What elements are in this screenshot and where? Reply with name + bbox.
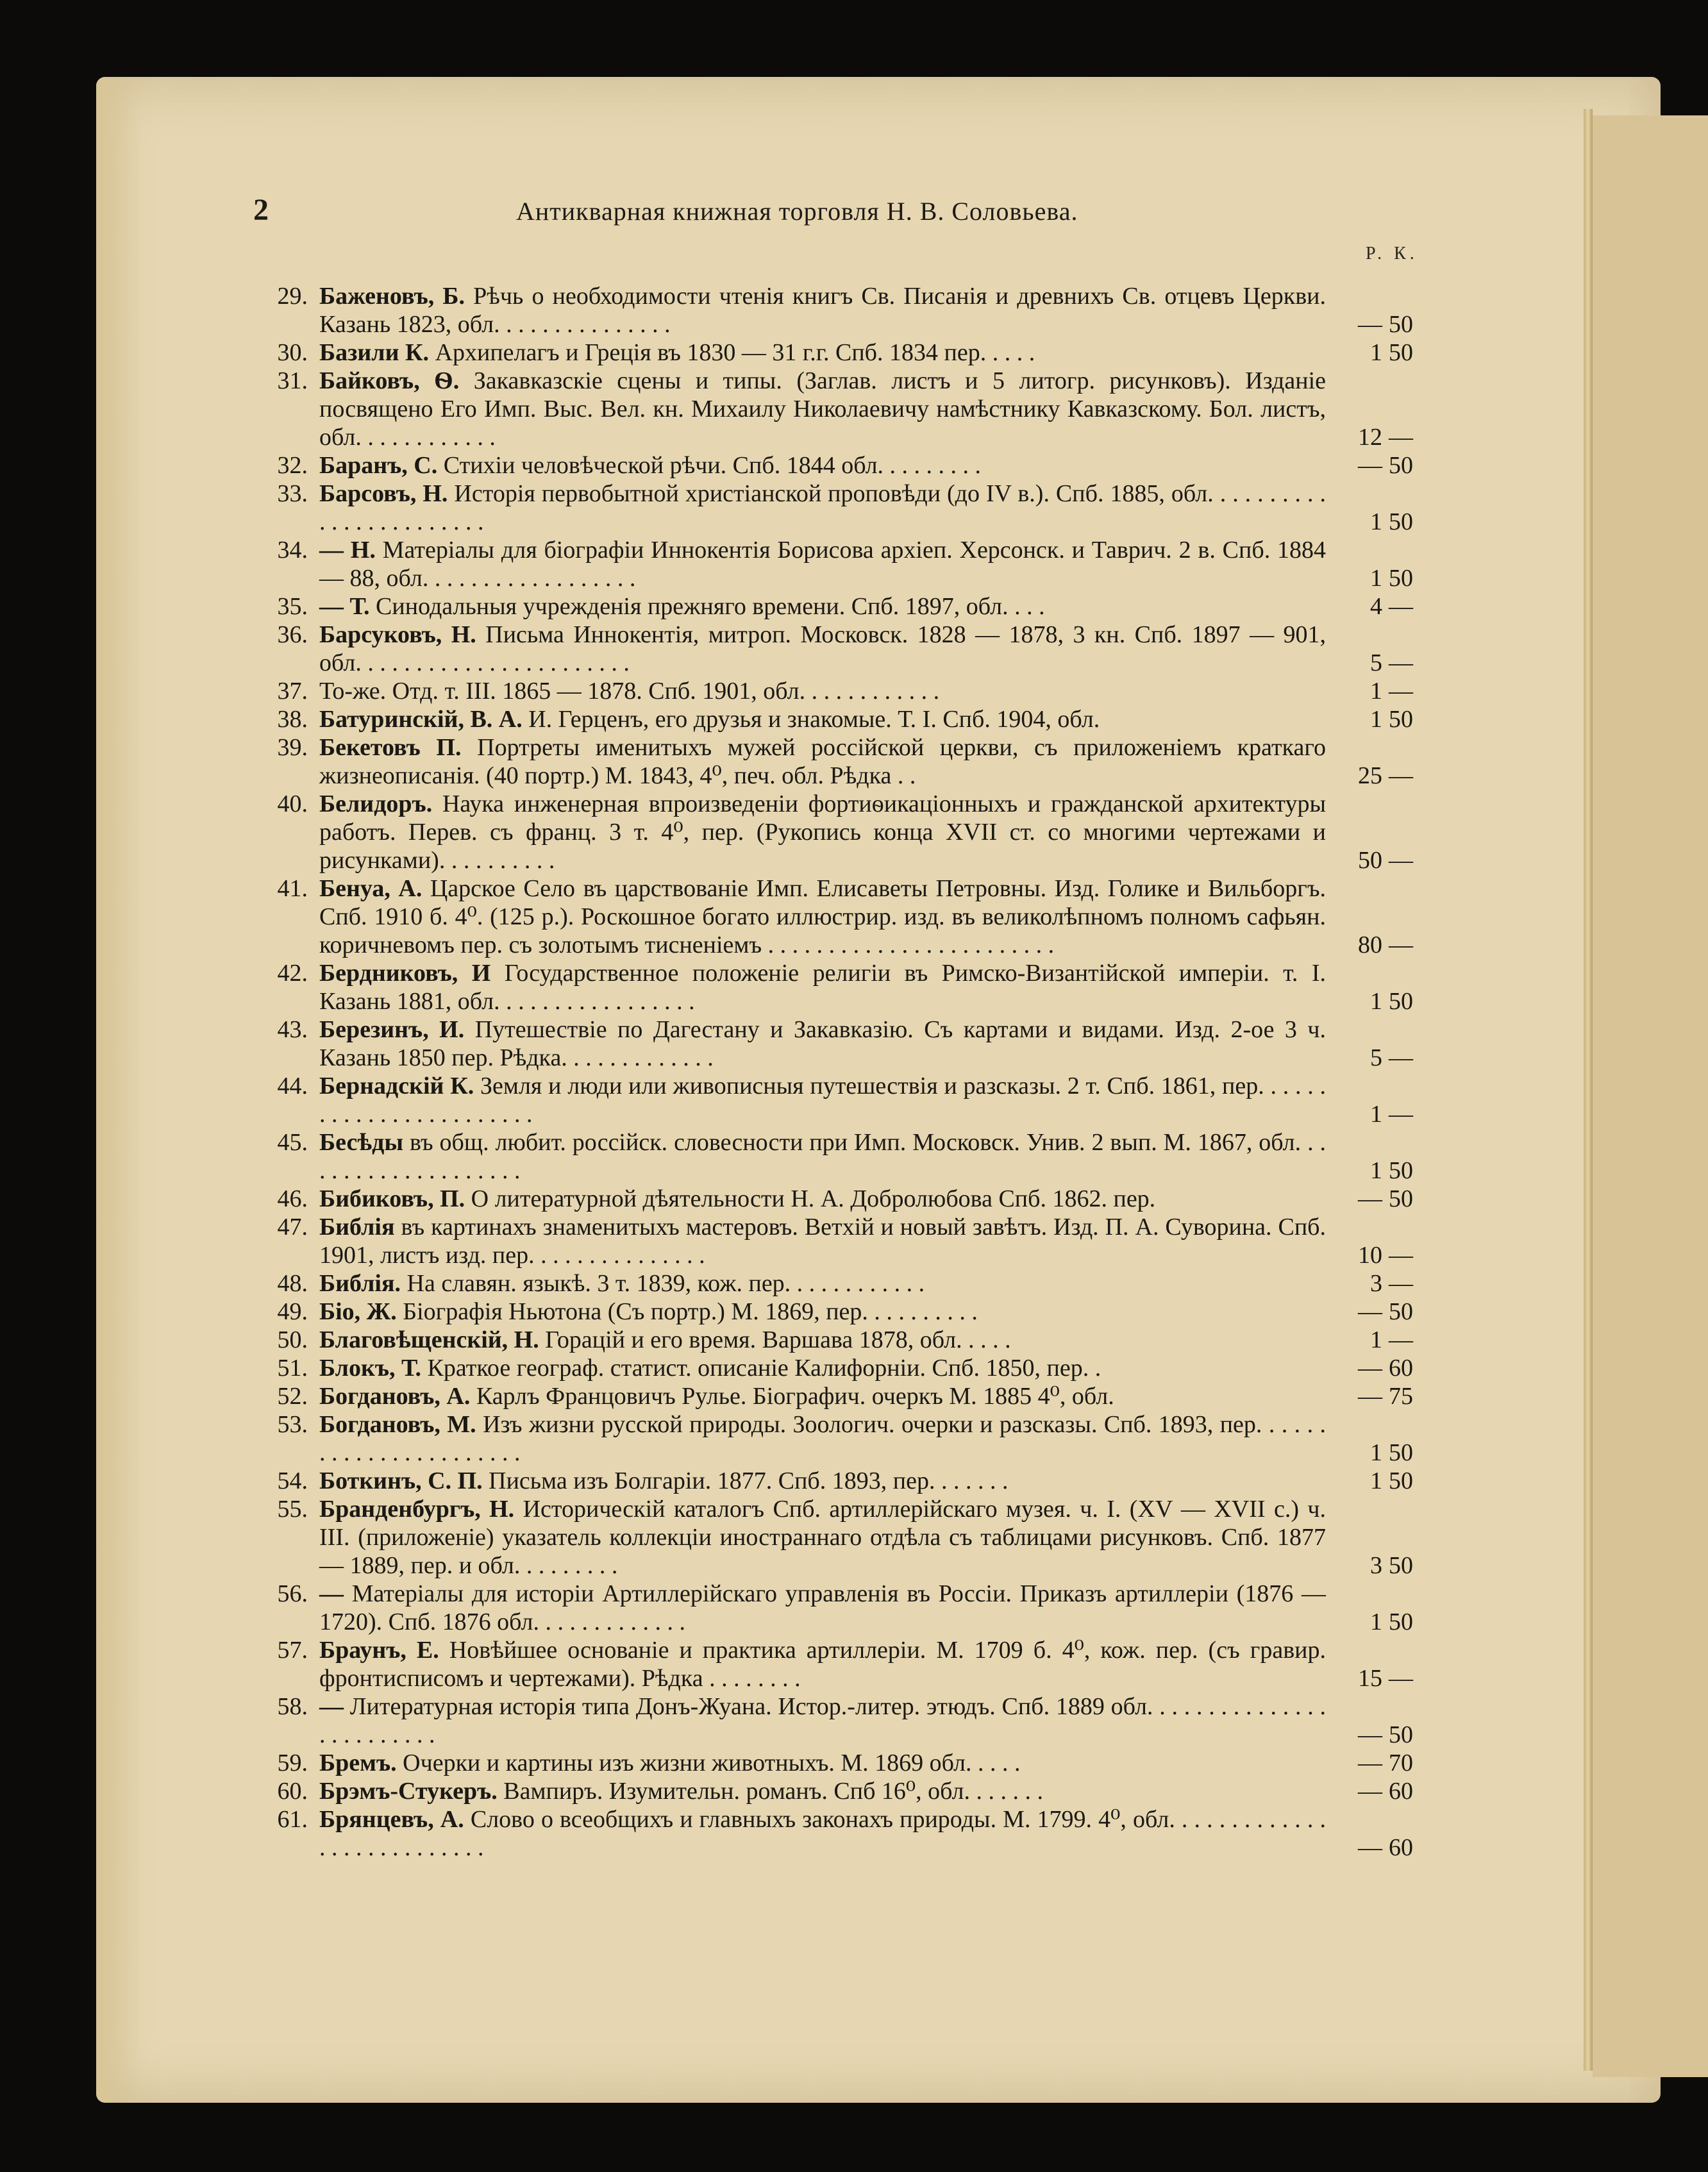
entry-author: — [319,1693,344,1720]
price-kopecks: — [1389,762,1413,789]
price-kopecks: 50 [1389,706,1413,733]
price-kopecks: — [1389,678,1413,705]
entry-text: Земля и люди или живописныя путешествія и разсказы. 2 т. Спб. 1861, пер. . . . . . . . . . . . . . . . . . . . . . . . [319,1073,1326,1128]
price-rubles: 15 [1358,1665,1382,1692]
entry-description [319,1072,1326,1128]
price-kopecks: 50 [1389,1157,1413,1184]
entry-author: — [319,1580,344,1607]
price-rubles: 1 [1370,988,1382,1015]
entry-number: 49. [277,1298,308,1325]
entry-text: Изъ жизни русской природы. Зоологич. очерки и разсказы. Спб. 1893, пер. . . . . . . . . . . . . . . . . . . . . . . [319,1411,1326,1466]
entry-description [319,1777,1326,1805]
catalog-entry [263,621,1443,677]
entry-description [319,1326,1326,1354]
entry-number: 35. [277,593,308,620]
page-number: 2 [253,193,269,227]
entry-number: 48. [277,1270,308,1297]
catalog-entry [263,1128,1443,1185]
entry-description [319,1128,1326,1185]
price-kopecks: 70 [1389,1750,1413,1776]
price-kopecks: 60 [1389,1778,1413,1805]
catalog-entry [263,1749,1443,1777]
entry-number: 37. [277,678,308,705]
entry-description [319,1382,1326,1410]
catalog-entry [263,1185,1443,1213]
price-kopecks: — [1389,1326,1413,1353]
entry-description [319,1805,1326,1862]
entry-text: Архипелагъ и Греція въ 1830 — 31 г.г. Спб. 1834 пер. . . . . [435,339,1035,366]
price-rubles: 4 [1370,593,1382,620]
price-rubles: — [1358,452,1382,479]
entry-author: Блокъ, Т. [319,1355,422,1382]
entry-description [319,1269,1326,1298]
entry-text: въ картинахъ знаменитыхъ мастеровъ. Ветхій и новый завѣтъ. Изд. П. А. Суворина. Спб. 1901, листъ изд. пер. . . . . . . . . . . . . . . [319,1214,1327,1269]
entry-text: То-же. Отд. т. III. 1865 — 1878. Спб. 1901, обл. . . . . . . . . . . . [319,678,940,705]
entry-author: Браунъ, Е. [319,1637,439,1664]
price-rubles: 1 [1370,678,1382,705]
entry-author: Библія [319,1214,395,1241]
entry-number: 45. [277,1129,308,1156]
entry-text: Матеріалы для исторіи Артиллерійскаго управленія въ Россіи. Приказъ артиллеріи (1876 — 1720). Спб. 1876 обл. . . . . . . . . . . . . [319,1580,1327,1635]
entry-author: — Н. [319,537,376,564]
entry-description [319,592,1326,621]
price-kopecks: 50 [1389,508,1413,535]
entry-number: 40. [277,790,308,817]
entry-number: 61. [277,1806,308,1833]
entry-text: О литературной дѣятельности Н. А. Добролюбова Спб. 1862. пер. [471,1185,1156,1212]
entry-author: Бранденбургъ, Н. [319,1496,515,1523]
price-kopecks: 50 [1389,565,1413,592]
entry-description [319,621,1326,677]
catalog-entry [263,1072,1443,1128]
price-kopecks: 50 [1389,1298,1413,1325]
entry-text: И. Герценъ, его друзья и знакомые. Т. I. Спб. 1904, обл. [528,706,1100,733]
entry-text: На славян. языкѣ. 3 т. 1839, кож. пер. . . . . . . . . . . . [406,1270,925,1297]
entry-author: Батуринскій, В. А. [319,706,523,733]
price-rubles: 5 [1370,649,1382,676]
catalog-entry [263,1382,1443,1410]
entry-number: 51. [277,1355,308,1382]
entry-number: 41. [277,875,308,902]
entry-description [319,1354,1326,1382]
price-kopecks: — [1389,1270,1413,1297]
entry-number: 59. [277,1750,308,1776]
price-rubles: — [1358,1355,1382,1382]
price-rubles: 1 [1370,1101,1382,1128]
entry-description [319,1298,1326,1326]
entry-author: Байковъ, Ѳ. [319,367,460,394]
entry-description [319,1467,1326,1495]
price-kopecks: — [1389,593,1413,620]
entry-author: Березинъ, И. [319,1016,465,1043]
price-rubles: — [1358,311,1382,338]
price-column-header: Р. К. [1366,244,1418,263]
catalog-entry [263,1326,1443,1354]
entry-author: Бенуа, А. [319,875,423,902]
catalog-entry [263,677,1443,705]
price-kopecks: 75 [1389,1383,1413,1410]
price-rubles: 5 [1370,1044,1382,1071]
entry-author: Богдановъ, А. [319,1383,471,1410]
entry-author: Бремъ. [319,1750,397,1776]
entry-text: Письма Иннокентія, митроп. Московск. 1828 — 1878, 3 кн. Спб. 1897 — 901, обл. . . . . . . . . . . . . . . . . . . . . . . [319,621,1327,676]
entry-number: 54. [277,1467,308,1494]
catalog-entries [263,282,1443,1862]
entry-number: 42. [277,960,308,987]
entry-number: 43. [277,1016,308,1043]
catalog-entry [263,536,1443,592]
entry-number: 52. [277,1383,308,1410]
price-rubles: 1 [1370,1157,1382,1184]
entry-author: — Т. [319,593,370,620]
catalog-entry [263,959,1443,1015]
entry-number: 39. [277,734,308,761]
entry-number: 50. [277,1326,308,1353]
entry-text: Историческій каталогъ Спб. артиллерійскаго музея. ч. I. (XV — XVII с.) ч. III. (приложеніе) указатель коллекціи иностраннаго отдѣла съ таблицами рисунковъ. Спб. 1877 — 1889, пер. и обл. . . . . . . . . [319,1496,1327,1579]
entry-description [319,790,1326,874]
price-rubles: 3 [1370,1270,1382,1297]
price-kopecks: — [1389,424,1413,451]
entry-number: 57. [277,1637,308,1664]
catalog-entry [263,1213,1443,1269]
entry-text: Горацій и его время. Варшава 1878, обл. . . . . [545,1326,1011,1353]
entry-number: 36. [277,621,308,648]
entry-text: Закавказскіе сцены и типы. (Заглав. листъ и 5 литогр. рисунковъ). Изданіе посвящено Его Имп. Выс. Вел. кн. Михаилу Николаевичу намѣстнику Кавказскому. Бол. листъ, обл. . . . . . . . . . . . [319,367,1326,451]
entry-text: Наука инженерная впроизведеніи фортиѳикаціонныхъ и гражданской архитектуры работъ. Перев. съ франц. 3 т. 4⁰, пер. (Рукопись конца XVII ст. со многими чертежами и рисунками). . . . . . . . . . [319,790,1327,874]
catalog-entry [263,1636,1443,1692]
entry-text: Новѣйшее основаніе и практика артиллеріи. М. 1709 б. 4⁰, кож. пер. (съ гравир. фронтисписомъ и чертежами). Рѣдка . . . . . . . . [319,1637,1326,1692]
entry-author: Барсовъ, Н. [319,480,448,507]
entry-number: 44. [277,1073,308,1099]
entry-author: Богдановъ, М. [319,1411,476,1438]
entry-text: Царское Село въ царствованіе Имп. Елисаветы Петровны. Изд. Голике и Вильборгъ. Спб. 1910 б. 4⁰. (125 р.). Роскошное богато иллюстрир. изд. въ великолѣпномъ полномъ сафьян. коричневомъ пер. съ золотымъ тисненіемъ . . . . . . . . . . . . . . . . . . . . . . . . [319,875,1326,958]
entry-description [319,959,1326,1015]
entry-text: Путешествіе по Дагестану и Закавказію. Съ картами и видами. Изд. 2-ое 3 ч. Казань 1850 пер. Рѣдка. . . . . . . . . . . . . [319,1016,1327,1071]
catalog-entry [263,874,1443,959]
entry-description [319,1636,1326,1692]
price-kopecks: 50 [1389,339,1413,366]
running-title: Антикварная книжная торговля Н. В. Соловьева. [516,197,1078,226]
entry-description [319,1185,1326,1213]
price-rubles: 10 [1358,1242,1382,1269]
entry-number: 33. [277,480,308,507]
book-spine [1584,109,1593,2071]
catalog-entry [263,592,1443,621]
entry-description [319,1213,1326,1269]
entry-number: 56. [277,1580,308,1607]
price-kopecks: 50 [1389,988,1413,1015]
price-kopecks: — [1389,1101,1413,1128]
price-rubles: 1 [1370,508,1382,535]
price-rubles: 12 [1358,424,1382,451]
price-rubles: 1 [1370,1439,1382,1466]
page-edge [96,77,141,2103]
entry-text: Слово о всеобщихъ и главныхъ законахъ природы. М. 1799. 4⁰, обл. . . . . . . . . . . . . . . . . . . . . . . . . . . [319,1806,1326,1861]
catalog-entry [263,1805,1443,1862]
price-kopecks: 50 [1389,1185,1413,1212]
entry-text: въ общ. любит. россійск. словесности при Имп. Московск. Унив. 2 вып. М. 1867, обл. . . . . . . . . . . . . . . . . . . . [319,1129,1327,1184]
catalog-entry [263,733,1443,790]
entry-description [319,338,1326,367]
entry-text: Краткое географ. статист. описаніе Калифорніи. Спб. 1850, пер. . [427,1355,1101,1382]
entry-description [319,874,1326,959]
price-kopecks: 60 [1389,1355,1413,1382]
price-kopecks: 50 [1389,1552,1413,1579]
entry-description [319,1580,1326,1636]
entry-author: Белидоръ. [319,790,433,817]
price-rubles: 1 [1370,1326,1382,1353]
entry-description [319,1749,1326,1777]
entry-description [319,1410,1326,1467]
entry-description [319,1015,1326,1072]
catalog-entry [263,1580,1443,1636]
price-kopecks: 50 [1389,1467,1413,1494]
catalog-entry [263,1692,1443,1749]
entry-description [319,480,1326,536]
price-kopecks: — [1389,649,1413,676]
entry-author: Базили К. [319,339,430,366]
entry-description [319,536,1326,592]
entry-number: 46. [277,1185,308,1212]
price-kopecks: — [1389,1242,1413,1269]
next-page-edge [1593,115,1708,2077]
catalog-entry [263,1777,1443,1805]
price-kopecks: 60 [1389,1834,1413,1861]
entry-text: Очерки и картины изъ жизни животныхъ. М. 1869 обл. . . . . [403,1750,1021,1776]
entry-number: 55. [277,1496,308,1523]
price-rubles: 80 [1358,931,1382,958]
price-kopecks: 50 [1389,1721,1413,1748]
entry-number: 47. [277,1214,308,1241]
price-rubles: — [1358,1750,1382,1776]
entry-text: Вампиръ. Изумительн. романъ. Спб 16⁰, обл. . . . . . . [503,1778,1043,1805]
catalog-entry [263,1354,1443,1382]
price-rubles: — [1358,1834,1382,1861]
price-rubles: — [1358,1721,1382,1748]
entry-text: Карлъ Францовичъ Рулье. Біографич. очеркъ М. 1885 4⁰, обл. [476,1383,1114,1410]
entry-text: Письма изъ Болгаріи. 1877. Спб. 1893, пер. . . . . . . [489,1467,1009,1494]
entry-text: Литературная исторія типа Донъ-Жуана. Истор.-литер. этюдъ. Спб. 1889 обл. . . . . . . . . . . . . . . . . . . . . . . . . [319,1693,1327,1748]
entry-author: Бернадскій К. [319,1073,474,1099]
price-rubles: 1 [1370,565,1382,592]
entry-text: Синодальныя учрежденія прежняго времени. Спб. 1897, обл. . . . [376,593,1045,620]
catalog-entry [263,282,1443,338]
catalog-entry [263,705,1443,733]
entry-author: Бердниковъ, И [319,960,491,987]
entry-text: Біографія Ньютона (Съ портр.) М. 1869, пер. . . . . . . . . . [403,1298,978,1325]
catalog-entry [263,338,1443,367]
price-kopecks: 50 [1389,311,1413,338]
entry-author: Бибиковъ, П. [319,1185,465,1212]
entry-author: Брянцевъ, А. [319,1806,464,1833]
catalog-entry [263,790,1443,874]
catalog-entry [263,480,1443,536]
catalog-entry [263,1467,1443,1495]
entry-number: 29. [277,283,308,310]
price-kopecks: — [1389,847,1413,874]
catalog-entry [263,1410,1443,1467]
catalog-entry [263,451,1443,480]
entry-author: Біо, Ж. [319,1298,397,1325]
entry-author: Боткинъ, С. П. [319,1467,483,1494]
price-rubles: 1 [1370,1608,1382,1635]
price-rubles: 3 [1370,1552,1382,1579]
price-rubles: 1 [1370,706,1382,733]
entry-text: Исторія первобытной христіанской проповѣди (до IV в.). Спб. 1885, обл. . . . . . . . . . . . . . . . . . . . . . . . [319,480,1327,535]
entry-number: 38. [277,706,308,733]
price-kopecks: 50 [1389,1608,1413,1635]
entry-description [319,367,1326,451]
entry-number: 32. [277,452,308,479]
entry-text: Рѣчь о необходимости чтенія книгъ Св. Писанія и древнихъ Св. отцевъ Церкви. Казань 1823, обл. . . . . . . . . . . . . . . [319,283,1326,338]
price-rubles: — [1358,1185,1382,1212]
price-kopecks: 50 [1389,1439,1413,1466]
entry-number: 60. [277,1778,308,1805]
entry-author: Барсуковъ, Н. [319,621,476,648]
entry-author: Баженовъ, Б. [319,283,465,310]
price-kopecks: — [1389,931,1413,958]
entry-text: Матеріалы для біографіи Иннокентія Борисова архіеп. Херсонск. и Таврич. 2 в. Спб. 1884 — 88, обл. . . . . . . . . . . . . . . . . . [319,537,1326,592]
price-kopecks: 50 [1389,452,1413,479]
entry-number: 53. [277,1411,308,1438]
entry-description [319,1495,1326,1580]
entry-description [319,677,1326,705]
price-rubles: 50 [1358,847,1382,874]
price-rubles: 25 [1358,762,1382,789]
catalog-entry [263,1015,1443,1072]
entry-description [319,451,1326,480]
price-rubles: 1 [1370,339,1382,366]
price-rubles: — [1358,1298,1382,1325]
price-kopecks: — [1389,1665,1413,1692]
entry-text: Государственное положеніе религіи въ Римско-Византійской имперіи. т. I. Казань 1881, обл. . . . . . . . . . . . . . . . . [319,960,1326,1015]
entry-text: Портреты именитыхъ мужей россійской церкви, съ приложеніемъ краткаго жизнеописанія. (40 портр.) М. 1843, 4⁰, печ. обл. Рѣдка . . [319,734,1326,789]
catalog-entry [263,367,1443,451]
entry-author: Благовѣщенскій, Н. [319,1326,539,1353]
entry-author: Бекетовъ П. [319,734,462,761]
price-rubles: 1 [1370,1467,1382,1494]
catalog-entry [263,1269,1443,1298]
entry-description [319,733,1326,790]
entry-text: Стихіи человѣческой рѣчи. Спб. 1844 обл. . . . . . . . . [443,452,982,479]
entry-author: Баранъ, С. [319,452,438,479]
entry-description [319,282,1326,338]
entry-number: 34. [277,537,308,564]
entry-number: 58. [277,1693,308,1720]
entry-description [319,705,1326,733]
price-rubles: — [1358,1383,1382,1410]
page-header [253,192,1414,237]
entry-description [319,1692,1326,1749]
entry-number: 31. [277,367,308,394]
price-kopecks: — [1389,1044,1413,1071]
entry-author: Библія. [319,1270,401,1297]
entry-author: Брэмъ-Стукеръ. [319,1778,498,1805]
price-rubles: — [1358,1778,1382,1805]
catalog-entry [263,1298,1443,1326]
entry-author: Бесѣды [319,1129,404,1156]
entry-number: 30. [277,339,308,366]
catalog-entry [263,1495,1443,1580]
